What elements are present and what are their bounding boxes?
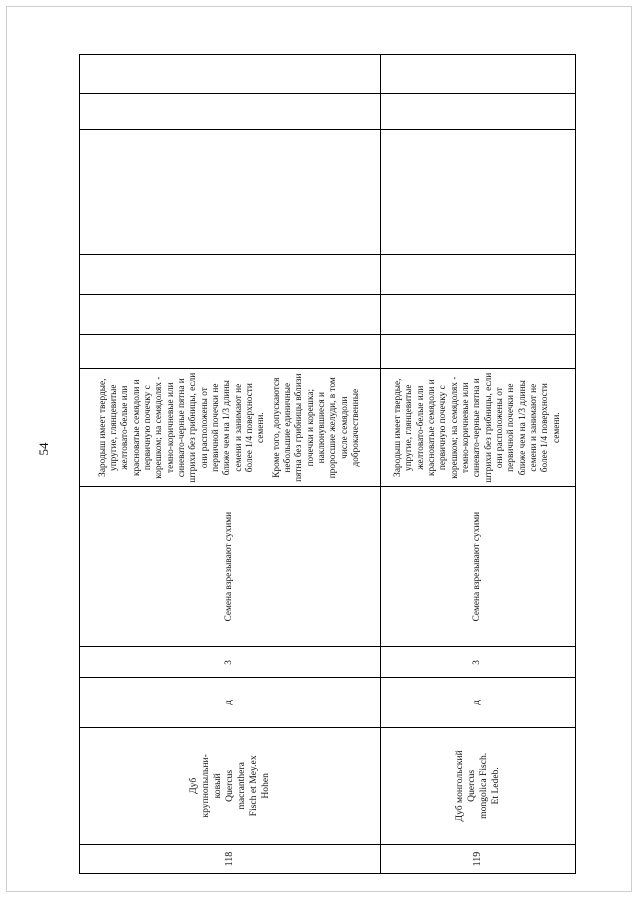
table-row-119 xyxy=(381,55,576,874)
seed-count: 3 xyxy=(381,647,576,678)
species-name-line: mongolica Fisch. xyxy=(478,752,489,819)
row-number: 118 xyxy=(80,845,381,874)
quality-description-paragraph: Зародыш имеет твердые, упругие, глянцевитые желтовато-белые или красноватые семядоли и первичную почечку с корешком; на семядолях - темно-коричневые или синевато-черные пятна и штрихи без грибницы, если они расположены от первичной почечки не ближе чем на 1/3 длины семени и занимают не более 1/4 поверхности семени. xyxy=(393,372,562,483)
empty-cell xyxy=(80,255,381,295)
empty-cell xyxy=(80,93,381,129)
empty-cell xyxy=(381,335,576,369)
empty-cell xyxy=(381,129,576,254)
seed-code: д xyxy=(381,678,576,727)
species-name-line: крупнопыльни- xyxy=(200,754,212,818)
species-name-line: ковый xyxy=(212,773,224,799)
species-name-line: macranthera xyxy=(235,762,247,810)
table-row-118 xyxy=(80,55,381,874)
empty-cell xyxy=(381,55,576,94)
rotated-table-wrapper xyxy=(79,54,575,874)
species-name xyxy=(381,727,576,845)
species-name-line: Дуб xyxy=(188,777,200,794)
species-name xyxy=(80,727,381,845)
quality-description-paragraph: Зародыш имеет твердые, упругие, глянцевитые желтовато-белые или красноватые семядоли и первичную почечку с корешком; на семядолях - темно-коричневые или синевато-черные пятна и штрихи без грибницы, если они расположены от первичной почечки не ближе чем на 1/3 длины семени и занимают не более 1/4 поверхности семени. xyxy=(97,372,267,483)
row-number: 119 xyxy=(381,845,576,874)
quality-description xyxy=(80,369,381,487)
cutting-condition: Семена взрезывают сухими xyxy=(80,486,381,646)
empty-cell xyxy=(80,129,381,254)
empty-cell xyxy=(381,255,576,295)
seed-count: 3 xyxy=(80,647,381,678)
empty-cell xyxy=(381,294,576,335)
empty-cell xyxy=(80,294,381,335)
species-name-line: Hohen xyxy=(259,773,271,799)
seed-quality-table xyxy=(79,54,576,874)
empty-cell xyxy=(80,55,381,94)
species-name-line: Et Ledeb. xyxy=(489,767,501,805)
species-name-line: Дуб монгольский xyxy=(454,750,466,822)
species-name-line: Fisch et Mey.ex xyxy=(247,755,259,817)
cutting-condition: Семена взрезывают сухими xyxy=(381,486,576,646)
species-name-line: Quercus xyxy=(466,769,478,802)
page-number: 54 xyxy=(36,442,51,456)
species-name-line: Quercus xyxy=(224,769,235,802)
quality-description-paragraph: Кроме того, допускаются небольшие единичные пятна без грибницы вблизи почечки и корешка; наклюнувшиеся и проросшие желуди, в том числе семядоли доброкачественные xyxy=(271,373,361,482)
empty-cell xyxy=(80,335,381,369)
empty-cell xyxy=(381,93,576,129)
seed-code: д xyxy=(80,678,381,727)
quality-description xyxy=(381,369,576,487)
